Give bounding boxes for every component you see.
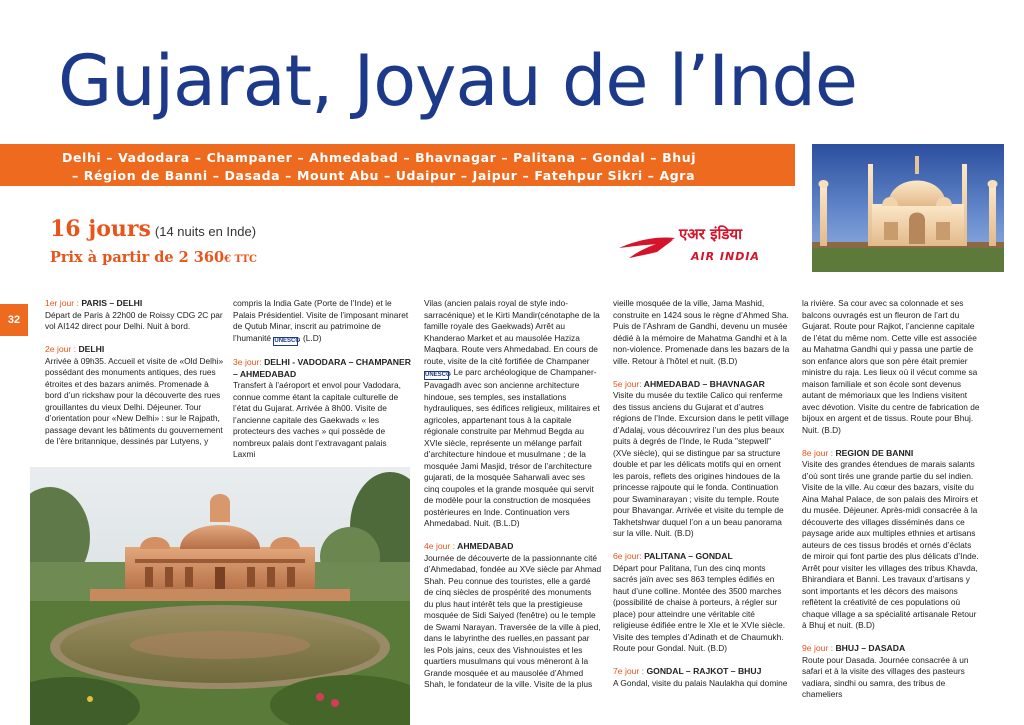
- unesco-icon: UNESCO: [274, 337, 301, 344]
- air-india-hindi-text: एअर इंडिया: [679, 225, 742, 243]
- akshardham-temple-photo: [30, 467, 410, 725]
- unesco-icon: UNESCO: [425, 372, 451, 378]
- page-title: Gujarat, Joyau de l’Inde: [58, 40, 857, 122]
- day-2-heading: 2e jour : DELHI: [45, 344, 105, 354]
- day-3-text: Transfert à l’aéroport et envol pour Vadodara, connue comme étant la capitale culturelle de l’état du Gujarat. Arrivée à 8h00. Visite de l’ancienne capitale des Gaekwads « les protecteurs des vaches » qui possède de nombreux palais dont l’extravagant palais Laxmi: [233, 380, 401, 459]
- itinerary-column-5: [802, 298, 980, 701]
- day-9-text: Route pour Dasada. Journée consacrée à un safari et à la visite des villages des pasteurs vadiara, sindhi ou samra, des tribus de chameliers: [802, 654, 969, 699]
- air-india-name: AIR INDIA: [691, 250, 760, 263]
- price-line: [50, 249, 257, 266]
- day-4-heading: 4e jour : AHMEDABAD: [424, 541, 514, 551]
- day-2-text: Arrivée à 09h35. Accueil et visite de «Old Delhi» possédant des monuments antiques, des rues étroites et des bazars animés. Promenade à bord d’un rickshaw pour la découverte des rues grouillantes du vieux Delhi. Déjeuner. Tour d’orientation pour «New Delhi» : sur le Rajpath, passage devant les bâtiments du gouvernement de l’ère britannique, dessinés par Lutyens, y: [45, 355, 224, 446]
- days-count: 16 jours: [50, 216, 151, 242]
- air-india-logo: [617, 218, 767, 268]
- itinerary-column-2: [233, 298, 411, 461]
- day-6-heading: 6e jour: PALITANA – GONDAL: [613, 551, 733, 561]
- day-3-heading: 3e jour: DELHI - VADODARA – CHAMPANER – AHMEDABAD: [233, 357, 411, 379]
- day-1-text: Départ de Paris à 22h00 de Roissy CDG 2C par vol AI142 direct pour Delhi. Nuit à bord.: [45, 309, 223, 331]
- day-5-text: Visite du musée du textile Calico qui renferme des tissus anciens du Gujarat et d’autres régions de l’Inde. Excursion dans le petit village d’Adalaj, vous découvrirez l’un des plus beaux puits à degrés de l’Inde, le Ruda "stepwell" (XVe siècle), qui se distingue par sa structure double et par les délicats motifs qui en ornent les parois, reflets des origines hindoues de la princesse rajpoute qui le fonda. Continuation pour Swaminarayan ; visite du temple. Route pour Bhavangar. Arrivée et visite du temple de Takhetshwar duquel l’on a un beau panorama sur la ville. Nuit. (B.D): [613, 390, 789, 538]
- day-6-text: Départ pour Palitana, l’un des cinq monts sacrés jaïn avec ses 863 temples édifiés en haut d’une colline. Montée des 3500 marches (possibilité de chaise à porteurs, à régler sur place) pour atteindre une véritable cité religieuse édifiée entre le XIe et le XVIe siècle. Visite des temples d’Adinath et de Chaumukh. Route pour Gondal. Nuit. (B.D): [613, 562, 786, 653]
- taj-mahal-photo: [812, 144, 1004, 272]
- day-5-heading: 5e jour: AHMEDABAD – BHAVNAGAR: [613, 378, 765, 389]
- route-line-2: – Région de Banni – Dasada – Mount Abu – Udaipur – Jaipur – Fatehpur Sikri – Agra: [72, 168, 696, 183]
- day-3-text-continued: Vilas (ancien palais royal de style indo-sarracénique) et le Kirti Mandir(cénotaphe de la famille royale des Gaekwads) Arrêt au Khanderao Market et au mausolée Haziza Maqbara. Route vers Ahmedabad. En cours de route, visite de la cité fortifiée de Champaner UNESCO. Le parc archéologique de Champaner-Pavagadh avec son ancienne architecture hindoue, ses temples, ses installations hydrauliques, ses édifices religieux, militaires et agricoles, appartenant tous à la capitale régionale construite par Mehmud Begda au XVIe siècle, représente un mélange parfait d’architecture hindoue et musulmane ; de la mosquée Jami Masjid, trésor de l’architecture gujarati, de la mosquée Saharwali avec ses cinq coupoles et la grande mosquée qui servit de modèle pour la construction de mosquées postérieures en Inde. Continuation vers Ahmedabad. Nuit. (B.L.D): [424, 298, 600, 528]
- price-label: Prix à partir de 2 360: [50, 249, 225, 266]
- day-8-heading: 8e jour : REGION DE BANNI: [802, 447, 914, 458]
- nights-count: (14 nuits en Inde): [154, 224, 257, 239]
- day-7-heading: 7e jour : GONDAL – RAJKOT – BHUJ: [613, 666, 762, 676]
- day-8-text: Visite des grandes étendues de marais salants d’où sont tirés une grande partie du sel indien. Visite de la ville. Au cœur des bazars, visite du Aina Mahal Palace, de son palais des Miroirs et du musée. Déjeuner. Après-midi consacrée à la découverte des villages disséminés dans ce paysage aride aux multiples ethnies et artisans auteurs de ces tissus brodés et ornés d’éclats de miroir qui font partie des plus délicats d’Inde. Arrêt pour visiter les villages des tribus Khavda, Bhirandiara et Banni. Les travaux d’artisans y sont importants et les décors des maisons reflètent la créativité de ces populations où chaque village a sa spécialité artisanale Retour à Bhuj et nuit. (B.D): [802, 459, 979, 630]
- itinerary-column-4: [613, 298, 791, 689]
- day-7-text-continued: la rivière. Sa cour avec sa colonnade et ses balcons ouvragés est un fleuron de l’art du Gujarat. Route pour Rajkot, l’ancienne capitale de l’état du même nom. Cette ville est associée au Mahatma Gandhi qui y passa une partie de son enfance alors que son père était premier ministre du raja. Les lieux où il vécut comme sa maison familiale et son école sont devenus autant de mémoriaux que les Indiens visitent avec dévotion. Visite du centre de fabrication de bijoux en argent et de tissus. Route pour Bhuj. Nuit. (B.D): [802, 298, 980, 435]
- itinerary-column-3: [424, 298, 602, 691]
- day-4-text: Journée de découverte de la passionnante cité d’Ahmedabad, fondée au XVe siècle par Ahmad Shah. Peu connue des touristes, elle a gardé de cinq siècles de prospérité des monuments du plus haut intérêt tels que la prestigieuse mosquée de Sidi Saiyed (fenêtre) ou le temple de Swami Narayan. Traversée de la ville à pied, dans le labyrinthe des ruelles,en passant par les Pols jains, ceux des Vishnouistes et les quartiers musulmans qui vous mèneront à la Grande mosquée et au mausolée d’Ahmed Shah, le fondateur de la ville. Visite de la plus: [424, 552, 602, 689]
- page-number: 32: [0, 304, 28, 336]
- price-currency: € TTC: [224, 254, 258, 265]
- day-7-text: A Gondal, visite du palais Naulakha qui domine: [613, 677, 788, 688]
- route-line-1: Delhi – Vadodara – Champaner – Ahmedabad – Bhavnagar – Palitana – Gondal – Bhuj: [62, 150, 697, 165]
- day-9-heading: 9e jour : BHUJ – DASADA: [802, 643, 906, 653]
- route-banner: [0, 144, 795, 186]
- day-4-text-continued: vieille mosquée de la ville, Jama Mashid, construite en 1424 sous le règne d’Ahmed Sha. Puis de l’Ashram de Gandhi, devenu un musée dédié à la mémoire de Mahatma Gandhi et à la non-violence. Promenade dans les bazars de la ville. Retour à l’hôtel et nuit. (B.D): [613, 298, 790, 366]
- day-1-heading: 1er jour : PARIS – DELHI: [45, 298, 143, 308]
- itinerary-column-1: [45, 298, 225, 448]
- trip-duration: [50, 216, 256, 242]
- day-2-text-continued: compris la India Gate (Porte de l’Inde) et le Palais Présidentiel. Visite de l’imposant minaret de Qutub Minar, inscrit au patrimoine de l’humanité UNESCO. (L.D): [233, 298, 409, 344]
